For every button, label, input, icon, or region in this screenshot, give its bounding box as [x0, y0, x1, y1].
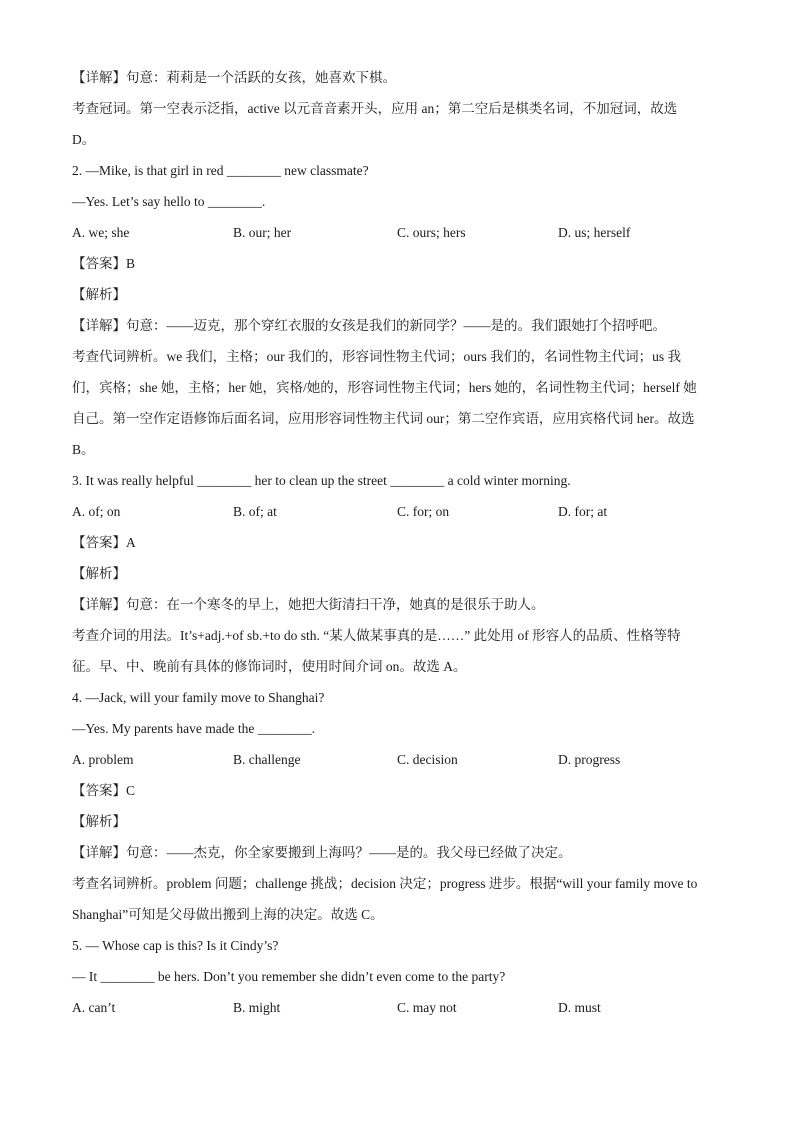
q2-detail: 【详解】句意：——迈克，那个穿红衣服的女孩是我们的新同学？——是的。我们跟她打个招呼吧。: [72, 318, 666, 333]
q5-stem-line-2: — It ________ be hers. Don’t you remember she didn’t even come to the party?: [72, 969, 506, 984]
q2-stem-line-2: —Yes. Let’s say hello to ________.: [72, 194, 266, 209]
q2-parse-heading: 【解析】: [72, 287, 126, 302]
q3-option-b: B. of; at: [233, 504, 277, 519]
q2-option-d: D. us; herself: [558, 225, 631, 240]
q2-analysis-line-4: B。: [72, 442, 95, 457]
q3-stem: 3. It was really helpful ________ her to clean up the street ________ a cold winter morning.: [72, 473, 571, 488]
q4-analysis-line-2: Shanghai”可知是父母做出搬到上海的决定。故选 C。: [72, 907, 384, 922]
q2-option-c: C. ours; hers: [397, 225, 466, 240]
q2-analysis-line-3: 自己。第一空作定语修饰后面名词，应用形容词性物主代词 our；第二空作宾语，应用宾格代词 her。故选: [72, 411, 695, 426]
q2-option-a: A. we; she: [72, 225, 130, 240]
q4-option-b: B. challenge: [233, 752, 301, 767]
q3-option-c: C. for; on: [397, 504, 450, 519]
q5-option-a: A. can’t: [72, 1000, 116, 1015]
document-page: [72, 62, 732, 1023]
q2-analysis-line-1: 考查代词辨析。we 我们，主格；our 我们的，形容词性物主代词；ours 我们的，名词性物主代词；us 我: [72, 349, 681, 364]
q5-option-b: B. might: [233, 1000, 281, 1015]
q2-options: [72, 217, 732, 248]
q1-detail: 【详解】句意：莉莉是一个活跃的女孩，她喜欢下棋。: [72, 70, 396, 85]
q3-analysis-line-2: 征。早、中、晚前有具体的修饰词时，使用时间介词 on。故选 A。: [72, 659, 467, 674]
q4-option-d: D. progress: [558, 752, 621, 767]
q4-answer: 【答案】C: [72, 783, 136, 798]
q5-option-d: D. must: [558, 1000, 601, 1015]
q3-analysis-line-1: 考查介词的用法。It’s+adj.+of sb.+to do sth. “某人做某事真的是……” 此处用 of 形容人的品质、性格等特: [72, 628, 681, 643]
q5-option-c: C. may not: [397, 1000, 457, 1015]
q3-option-a: A. of; on: [72, 504, 121, 519]
q1-analysis-line-1: 考查冠词。第一空表示泛指，active 以元音音素开头，应用 an；第二空后是棋类名词，不加冠词，故选: [72, 101, 678, 116]
q2-option-b: B. our; her: [233, 225, 292, 240]
q4-analysis-line-1: 考查名词辨析。problem 问题；challenge 挑战；decision 决定；progress 进步。根据“will your family move to: [72, 876, 698, 891]
q5-options: [72, 992, 732, 1023]
q3-parse-heading: 【解析】: [72, 566, 126, 581]
q4-stem-line-2: —Yes. My parents have made the ________.: [72, 721, 316, 736]
q4-parse-heading: 【解析】: [72, 814, 126, 829]
q3-options: [72, 496, 732, 527]
q4-option-a: A. problem: [72, 752, 134, 767]
q2-stem: 2. —Mike, is that girl in red ________ new classmate?: [72, 163, 369, 178]
q3-answer: 【答案】A: [72, 535, 136, 550]
q3-detail: 【详解】句意：在一个寒冬的早上，她把大街清扫干净，她真的是很乐于助人。: [72, 597, 545, 612]
q4-option-c: C. decision: [397, 752, 458, 767]
q2-answer: 【答案】B: [72, 256, 136, 271]
q4-detail: 【详解】句意：——杰克，你全家要搬到上海吗？——是的。我父母已经做了决定。: [72, 845, 572, 860]
q5-stem: 5. — Whose cap is this? Is it Cindy’s?: [72, 938, 279, 953]
q4-stem: 4. —Jack, will your family move to Shanghai?: [72, 690, 325, 705]
q3-option-d: D. for; at: [558, 504, 608, 519]
q2-analysis-line-2: 们，宾格；she 她，主格；her 她，宾格/她的，形容词性物主代词；hers 她的，名词性物主代词；herself 她: [72, 380, 697, 395]
q4-options: [72, 744, 732, 775]
q1-analysis-line-2: D。: [72, 132, 96, 147]
